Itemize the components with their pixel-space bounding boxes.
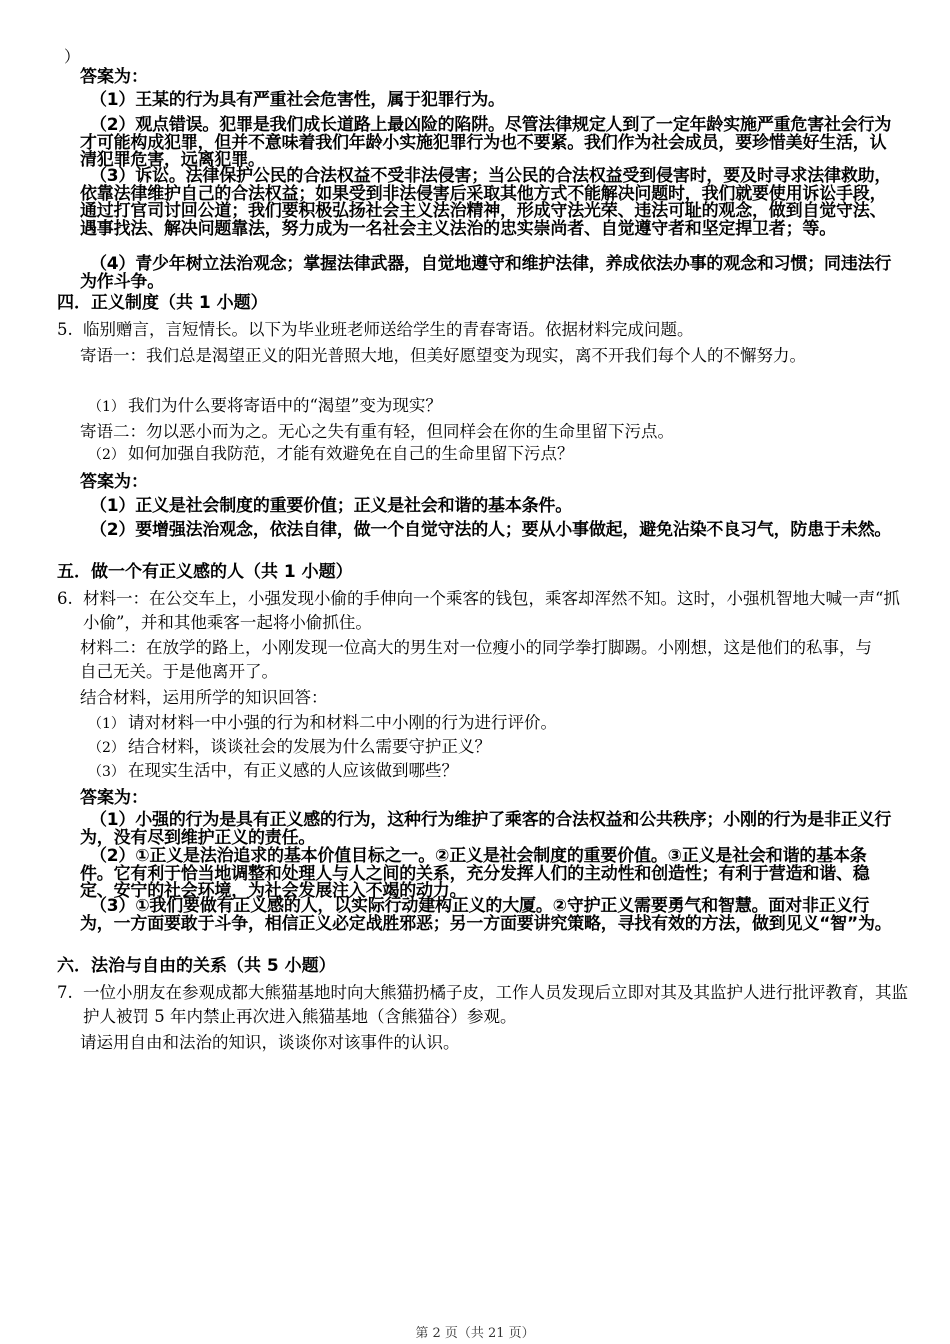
- q5-answer-1: （1）正义是社会制度的重要价值；正义是社会和谐的基本条件。: [90, 496, 573, 516]
- q5-sub-2: [88, 442, 888, 467]
- question-6: [57, 587, 913, 635]
- q7-prompt: 请运用自由和法治的知识，谈谈你对该事件的认识。: [80, 1033, 460, 1052]
- q5-sub-1: [88, 394, 888, 419]
- q6-sub-3: [88, 759, 888, 784]
- q5-sub-2-text: 如何加强自我防范，才能有效避免在自己的生命里留下污点？: [128, 444, 574, 463]
- question-6-material-1: 材料一：在公交车上，小强发现小偷的手伸向一个乘客的钱包，乘客却浑然不知。这时，小强机智地大喊一声“抓小偷”，并和其他乘客一起将小偷抓住。: [83, 589, 900, 632]
- q6-answer-2: （2）①正义是法治追求的基本价值目标之一。②正义是社会制度的重要价值。③正义是社会和谐的基本条件。它有利于恰当地调整和处理人与人之间的关系，充分发挥人们的主动性和创造性；有利于营造和谐、稳定、安宁的社会环境，为社会发展注入不竭的动力。: [80, 846, 870, 901]
- q4-answer-3: （3）诉讼。法律保护公民的合法权益不受非法侵害；当公民的合法权益受到侵害时，要及时寻求法律救助，依靠法律维护自己的合法权益；如果受到非法侵害后采取其他方式不能解决问题时，我们就要使用诉讼手段，通过打官司讨回公道；我们要积极弘扬社会主义法治精神，形成守法光荣、违法可耻的观念，做到自觉守法、遇事找法、解决问题靠法，努力成为一名社会主义法治的忠实崇尚者、自觉遵守者和坚定捍卫者；等。: [80, 166, 892, 239]
- q5-message-2: 寄语二：勿以恶小而为之。无心之失有重有轻，但同样会在你的生命里留下污点。: [80, 422, 674, 441]
- q6-answer-title: 答案为：: [80, 788, 148, 808]
- q6-sub-2-text: 结合材料，谈谈社会的发展为什么需要守护正义？: [128, 737, 491, 756]
- q6-sub-3-text: 在现实生活中，有正义感的人应该做到哪些？: [128, 761, 458, 780]
- question-5-stem: 临别赠言，言短情长。以下为毕业班老师送给学生的青春寄语。依据材料完成问题。: [83, 320, 694, 339]
- q6-sub-1-number: （1）: [88, 716, 125, 732]
- question-6-number: 6.: [57, 589, 73, 608]
- page-footer: 第 2 页（共 21 页）: [415, 1326, 535, 1341]
- q6-sub-2: [88, 735, 888, 760]
- q6-answer-3: （3）①我们要做有正义感的人，以实际行动建构正义的大厦。②守护正义需要勇气和智慧。面对非正义行为，一方面要敢于斗争，相信正义必定战胜邪恶；另一方面要讲究策略，寻找有效的方法，做到见义“智”为。: [80, 896, 892, 934]
- q5-answer-2: （2）要增强法治观念，依法自律，做一个自觉守法的人；要从小事做起，避免沾染不良习气，防患于未然。: [90, 520, 892, 540]
- q5-answer-title: 答案为：: [80, 472, 148, 492]
- q5-sub-1-number: （1）: [88, 399, 125, 415]
- section-heading-5: 五．做一个有正义感的人（共 1 小题）: [57, 562, 353, 582]
- q5-message-1: 寄语一：我们总是渴望正义的阳光普照大地，但美好愿望变为现实，离不开我们每个人的不懈努力。: [80, 346, 806, 365]
- q4-answer-1: （1）王某的行为具有严重社会危害性，属于犯罪行为。: [90, 90, 505, 110]
- q4-answer-4: （4）青少年树立法治观念；掌握法律武器，自觉地遵守和维护法律，养成依法办事的观念和习惯；同违法行为作斗争。: [80, 254, 892, 292]
- section-heading-6: 六．法治与自由的关系（共 5 小题）: [57, 956, 336, 976]
- q4-answer-2: （2）观点错误。犯罪是我们成长道路上最凶险的陷阱。尽管法律规定人到了一定年龄实施严重危害社会行为才可能构成犯罪，但并不意味着我们年龄小实施犯罪行为也不要紧。我们作为社会成员，要珍惜美好生活，认清犯罪危害，远离犯罪。: [80, 115, 892, 170]
- q5-sub-2-number: （2）: [88, 447, 125, 463]
- q6-sub-1-text: 请对材料一中小强的行为和材料二中小刚的行为进行评价。: [128, 713, 557, 732]
- leftover-paren: ）: [64, 47, 81, 66]
- q6-material-2: 材料二：在放学的路上，小刚发现一位高大的男生对一位瘦小的同学拳打脚踢。小刚想，这是他们的私事，与自己无关。于是他离开了。: [80, 638, 872, 681]
- q6-answer-1: （1）小强的行为是具有正义感的行为，这种行为维护了乘客的合法权益和公共秩序；小刚的行为是非正义行为，没有尽到维护正义的责任。: [80, 810, 892, 848]
- q5-sub-1-text: 我们为什么要将寄语中的“渴望”变为现实？: [128, 396, 442, 415]
- q6-sub-1: [88, 711, 888, 736]
- q4-answer-title: 答案为：: [80, 67, 148, 87]
- question-7: [57, 981, 913, 1029]
- q6-sub-3-number: （3）: [88, 764, 125, 780]
- q6-prompt: 结合材料，运用所学的知识回答：: [80, 688, 328, 707]
- question-7-number: 7.: [57, 983, 73, 1002]
- q6-sub-2-number: （2）: [88, 740, 125, 756]
- question-7-stem: 一位小朋友在参观成都大熊猫基地时向大熊猫扔橘子皮，工作人员发现后立即对其及其监护人进行批评教育，其监护人被罚 5 年内禁止再次进入熊猫基地（含熊猫谷）参观。: [83, 983, 908, 1026]
- question-5-number: 5.: [57, 320, 73, 339]
- question-5: [57, 318, 913, 342]
- section-heading-4: 四．正义制度（共 1 小题）: [57, 293, 268, 313]
